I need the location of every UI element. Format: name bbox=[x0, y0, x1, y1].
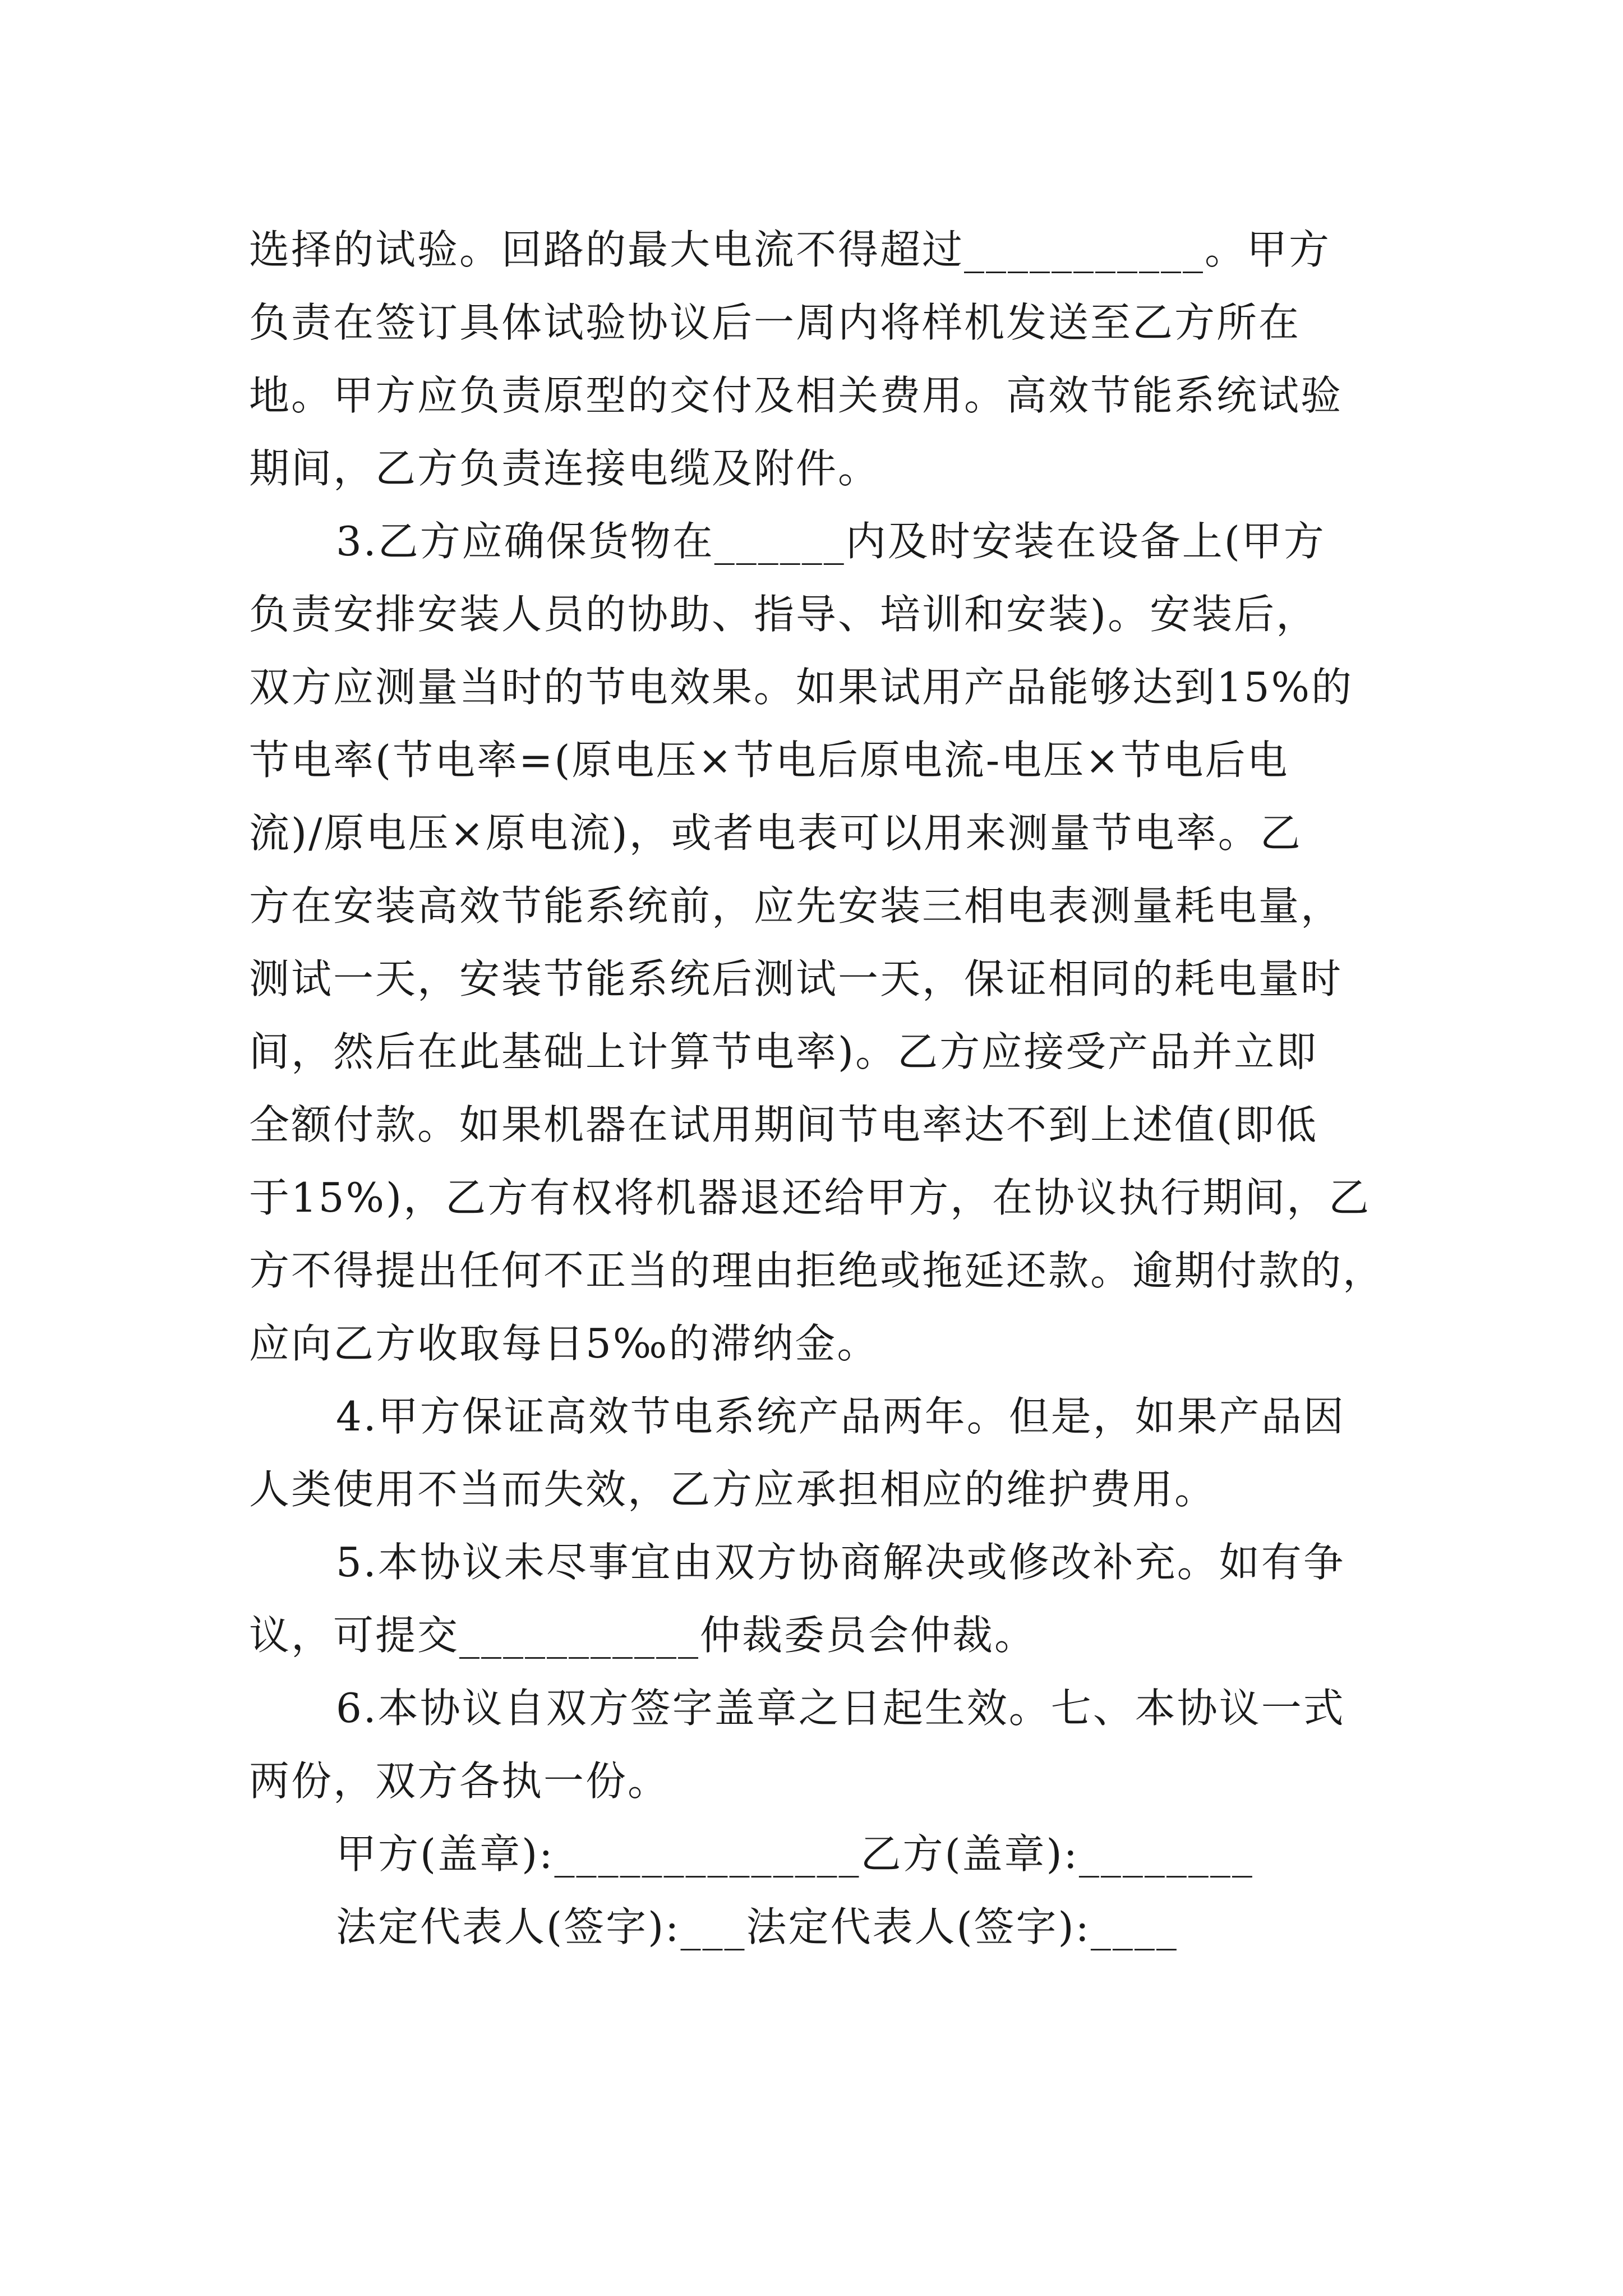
text-line: 议，可提交___________仲裁委员会仲裁。 bbox=[249, 1612, 1037, 1659]
paragraph-clause-4 bbox=[249, 1380, 1385, 1526]
paragraph-clause-3 bbox=[249, 505, 1385, 1380]
text-line: 人类使用不当而失效，乙方应承担相应的维护费用。 bbox=[249, 1466, 1217, 1513]
text-line: 3.乙方应确保货物在______内及时安装在设备上(甲方 bbox=[336, 518, 1326, 565]
paragraph-clause-6 bbox=[249, 1672, 1385, 1818]
text-line: 方在安装高效节能系统前，应先安装三相电表测量耗电量， bbox=[249, 882, 1343, 930]
text-line: 流)/原电压×原电流)，或者电表可以用来测量节电率。乙 bbox=[249, 809, 1302, 857]
text-line: 6.本协议自双方签字盖章之日起生效。七、本协议一式 bbox=[336, 1685, 1345, 1732]
paragraph-clause-5 bbox=[249, 1526, 1385, 1672]
text-line: 4.甲方保证高效节电系统产品两年。但是，如果产品因 bbox=[336, 1393, 1345, 1440]
text-line: 全额付款。如果机器在试用期间节电率达不到上述值(即低 bbox=[249, 1101, 1318, 1148]
text-line: 负责安排安装人员的协助、指导、培训和安装)。安装后， bbox=[249, 591, 1318, 638]
text-line: 节电率(节电率=(原电压×节电后原电流-电压×节电后电 bbox=[249, 737, 1289, 784]
text-line: 期间，乙方负责连接电缆及附件。 bbox=[249, 445, 880, 492]
text-line: 测试一天，安装节能系统后测试一天，保证相同的耗电量时 bbox=[249, 955, 1343, 1002]
text-line: 方不得提出任何不正当的理由拒绝或拖延还款。逾期付款的， bbox=[249, 1247, 1385, 1294]
text-line: 负责在签订具体试验协议后一周内将样机发送至乙方所在 bbox=[249, 299, 1301, 346]
text-line: 5.本协议未尽事宜由双方协商解决或修改补充。如有争 bbox=[336, 1539, 1345, 1586]
text-line: 选择的试验。回路的最大电流不得超过___________。甲方 bbox=[249, 226, 1331, 273]
text-line: 于15%)，乙方有权将机器退还给甲方，在协议执行期间，乙 bbox=[249, 1174, 1371, 1221]
paragraph-test-conditions bbox=[249, 213, 1385, 505]
text-line: 地。甲方应负责原型的交付及相关费用。高效节能系统试验 bbox=[249, 372, 1343, 419]
text-line: 双方应测量当时的节电效果。如果试用产品能够达到15%的 bbox=[249, 664, 1354, 711]
signature-seal-line: 甲方(盖章):______________乙方(盖章):________ bbox=[336, 1830, 1254, 1878]
text-line: 应向乙方收取每日5‰的滞纳金。 bbox=[249, 1320, 879, 1367]
text-line: 两份，双方各执一份。 bbox=[249, 1757, 670, 1805]
signature-legal-rep-line: 法定代表人(签字):___法定代表人(签字):____ bbox=[336, 1903, 1178, 1950]
document-body bbox=[249, 213, 1385, 1963]
text-line: 间，然后在此基础上计算节电率)。乙方应接受产品并立即 bbox=[249, 1028, 1318, 1075]
